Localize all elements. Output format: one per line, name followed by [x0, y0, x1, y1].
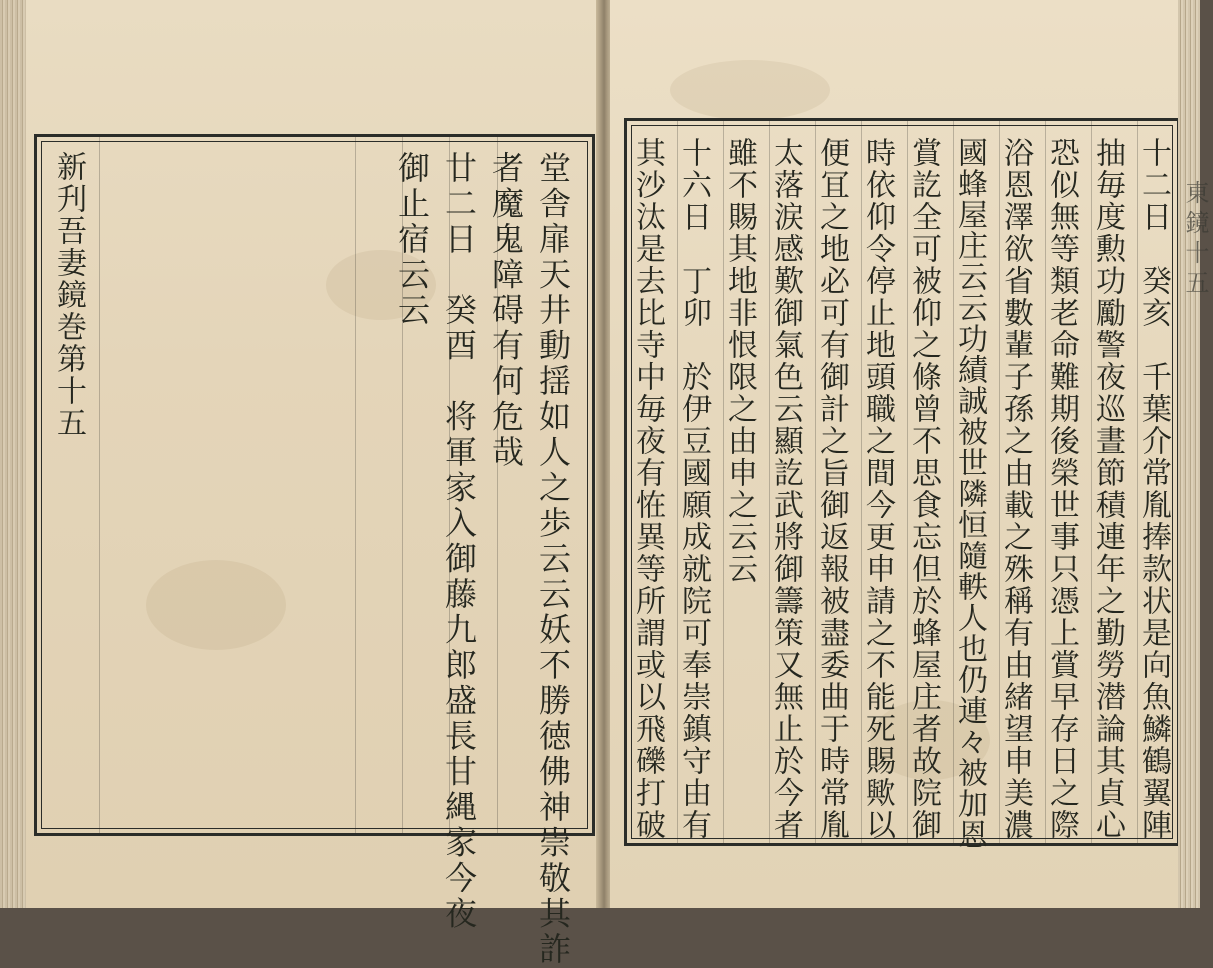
right-text-column-5: 國蜂屋庄云云功績誠被世隣恒隨軼人也仍連々被加恩: [952, 137, 987, 850]
left-page-border: [34, 134, 595, 968]
right-text-column-12: 其沙汰是去比寺中毎夜有恠異等所謂或以飛礫打破: [630, 137, 665, 841]
left-page-edges: [0, 0, 26, 908]
left-page: [26, 0, 600, 968]
chapter-ban-label: 東鏡十五: [1181, 180, 1209, 300]
left-text-column-3: 廿二日 癸酉 将軍家入御藤九郎盛長甘縄家今夜: [440, 151, 478, 932]
left-text-column-1: 堂舎扉天井動揺如人之歩云云妖不勝徳佛神崇敬其詐: [534, 151, 572, 968]
right-text-column-7: 時依仰令停止地頭職之間今更申請之不能死賜歟以: [860, 137, 895, 841]
right-text-column-2: 抽毎度勲功勵警夜巡晝節積連年之勤勞潜論其貞心: [1090, 137, 1125, 841]
right-text-column-10: 雖不賜其地非恨限之由申之云云: [722, 137, 757, 585]
right-page-border: [624, 118, 1180, 850]
right-text-column-3: 恐似無等類老命難期後榮世事只憑上賞早存日之際: [1044, 137, 1079, 841]
left-text-column-2: 者魔鬼障碍有何危哉: [487, 151, 525, 471]
right-page-edges: [1178, 0, 1209, 908]
right-page: [610, 0, 1178, 908]
right-text-column-1: 十二日 癸亥 千葉介常胤捧款状是向魚鱗鶴翼陣: [1136, 137, 1171, 841]
right-text-column-6: 賞訖全可被仰之條曾不思食忘但於蜂屋庄者故院御: [906, 137, 941, 841]
right-text-column-9: 太落涙感歎御氣色云顯訖武將御籌策又無止於今者: [768, 137, 803, 841]
right-text-column-8: 便冝之地必可有御計之旨御返報被盡委曲于時常胤: [814, 137, 849, 841]
right-text-column-4: 浴恩澤欲省數輩子孫之由載之殊稱有由緒望申美濃: [998, 137, 1033, 841]
left-text-column-4: 御止宿云云: [393, 151, 431, 329]
volume-title: 新刋吾妻鏡巻第十五: [51, 151, 86, 439]
right-text-column-11: 十六日 丁卯 於伊豆國願成就院可奉崇鎮守由有: [676, 137, 711, 841]
